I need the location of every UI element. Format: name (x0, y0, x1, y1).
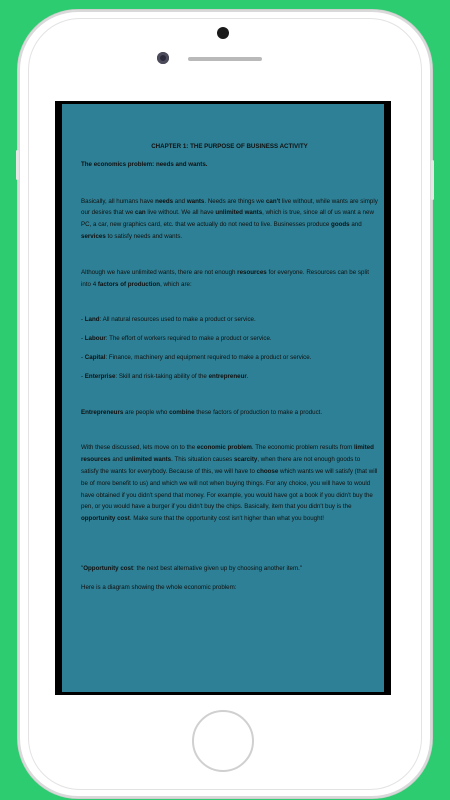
section-subtitle: The economics problem: needs and wants. (81, 160, 208, 168)
paragraph-needs-wants: Basically, all humans have needs and wants. Needs are things we can't live without, while wants are simply our desires that we can live without. We all have unlimited wants, which is true, since all of us want a new PC, a car, new graphics card, etc. that we actually do not need to live. Businesses produce goods and services to satisfy needs and wants. (81, 197, 378, 240)
factor-capital: - Capital: Finance, machinery and equipment required to make a product or service. (81, 353, 312, 361)
factor-labour: - Labour: The effort of workers required to make a product or service. (81, 335, 272, 343)
paragraph-entrepreneurs: Entrepreneurs are people who combine these factors of production to make a product. (81, 408, 323, 416)
home-button[interactable] (192, 710, 254, 772)
volume-button (16, 150, 19, 180)
paragraph-resources: Although we have unlimited wants, there are not enough resources for everyone. Resources can be split into 4 factors of production, which are: (81, 268, 369, 288)
diagram-intro: Here is a diagram showing the whole economic problem: (81, 583, 237, 591)
opportunity-cost-definition: "Opportunity cost: the next best alternative given up by choosing another item." (81, 564, 303, 572)
power-button (431, 160, 434, 200)
document-content (81, 141, 378, 594)
factor-land: - Land: All natural resources used to make a product or service. (81, 316, 256, 324)
earpiece-speaker (188, 57, 262, 61)
chapter-title: CHAPTER 1: THE PURPOSE OF BUSINESS ACTIVITY (151, 143, 308, 150)
factor-enterprise: - Enterprise: Skill and risk-taking ability of the entrepreneur. (81, 372, 249, 380)
top-camera-icon (217, 27, 229, 39)
paragraph-economic-problem: With these discussed, lets move on to the economic problem. The economic problem results from limited resources and unlimited wants. This situation causes scarcity, when there are not enough goods to satisfy the wants for everybody. Because of this, we will have to choose which wants we will satisfy (that will be of more benefit to us) and which we will not when buying things. For any choice, you will have to would have obtained if you didn't spend that money. For example, you would have got a book if you didn't buy the pen, or you would have a burger if you didn't buy the chips. Basically, item that you didn't buy is the opportunity cost. Make sure that the opportunity cost isn't higher than what you bought! (81, 444, 378, 523)
front-camera-icon (157, 52, 169, 64)
phone-screen (55, 101, 391, 695)
document-page[interactable] (62, 104, 384, 692)
